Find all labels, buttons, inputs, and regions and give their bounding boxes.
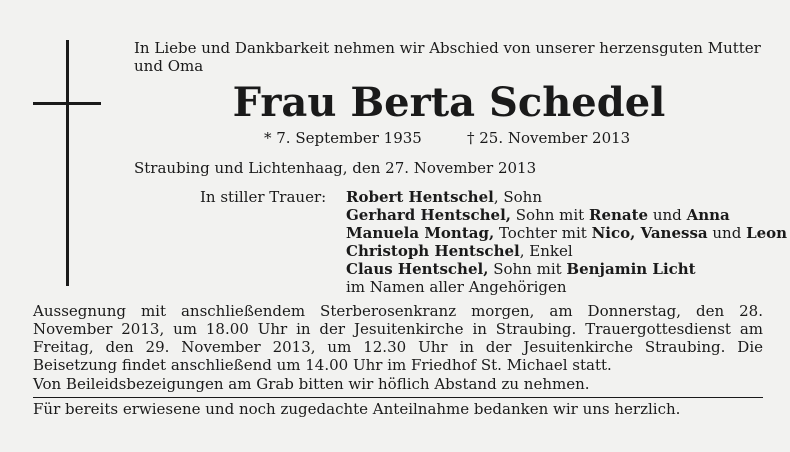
mourner-line: Claus Hentschel, Sohn mit Benjamin Licht [346,260,696,278]
deceased-name: Frau Berta Schedel [232,79,666,126]
cross-icon [66,40,69,286]
death-date: † 25. November 2013 [467,129,631,147]
funeral-details [33,302,763,374]
mourner-line: Christoph Hentschel, Enkel [346,242,573,260]
mourning-label: In stiller Trauer: [200,188,327,206]
divider [33,397,763,398]
condolence-note: Von Beileidsbezeigungen am Grab bitten wir höflich Abstand zu nehmen. [33,375,590,393]
thanks-text: Für bereits erwiesene und noch zugedachte Anteilnahme bedanken wir uns herzlich. [33,400,681,418]
place-and-date: Straubing und Lichtenhaag, den 27. November 2013 [134,159,537,177]
mourner-line: Gerhard Hentschel, Sohn mit Renate und Anna [346,206,730,224]
mourner-line: Manuela Montag, Tochter mit Nico, Vanessa und Leon [346,224,788,242]
birth-date: * 7. September 1935 [264,129,422,147]
cross-icon-bar [33,102,101,105]
mourner-line: im Namen aller Angehörigen [346,278,567,296]
mourner-line: Robert Hentschel, Sohn [346,188,543,206]
mourners-list [346,188,788,296]
intro-text: In Liebe und Dankbarkeit nehmen wir Abschied von unserer herzensguten Mutter und Oma [134,39,761,75]
funeral-text: Aussegnung mit anschließendem Sterberosenkranz morgen, am Donnerstag, den 28. November 2013, um 18.00 Uhr in der Jesuitenkirche in Straubing. Trauergottesdienst am Freitag, den 29. November 2013, um 12.30 Uhr in der Jesuitenkirche Straubing. Die Beisetzung findet anschließend um 14.00 Uhr im Friedhof St. Michael statt. [33,302,763,374]
